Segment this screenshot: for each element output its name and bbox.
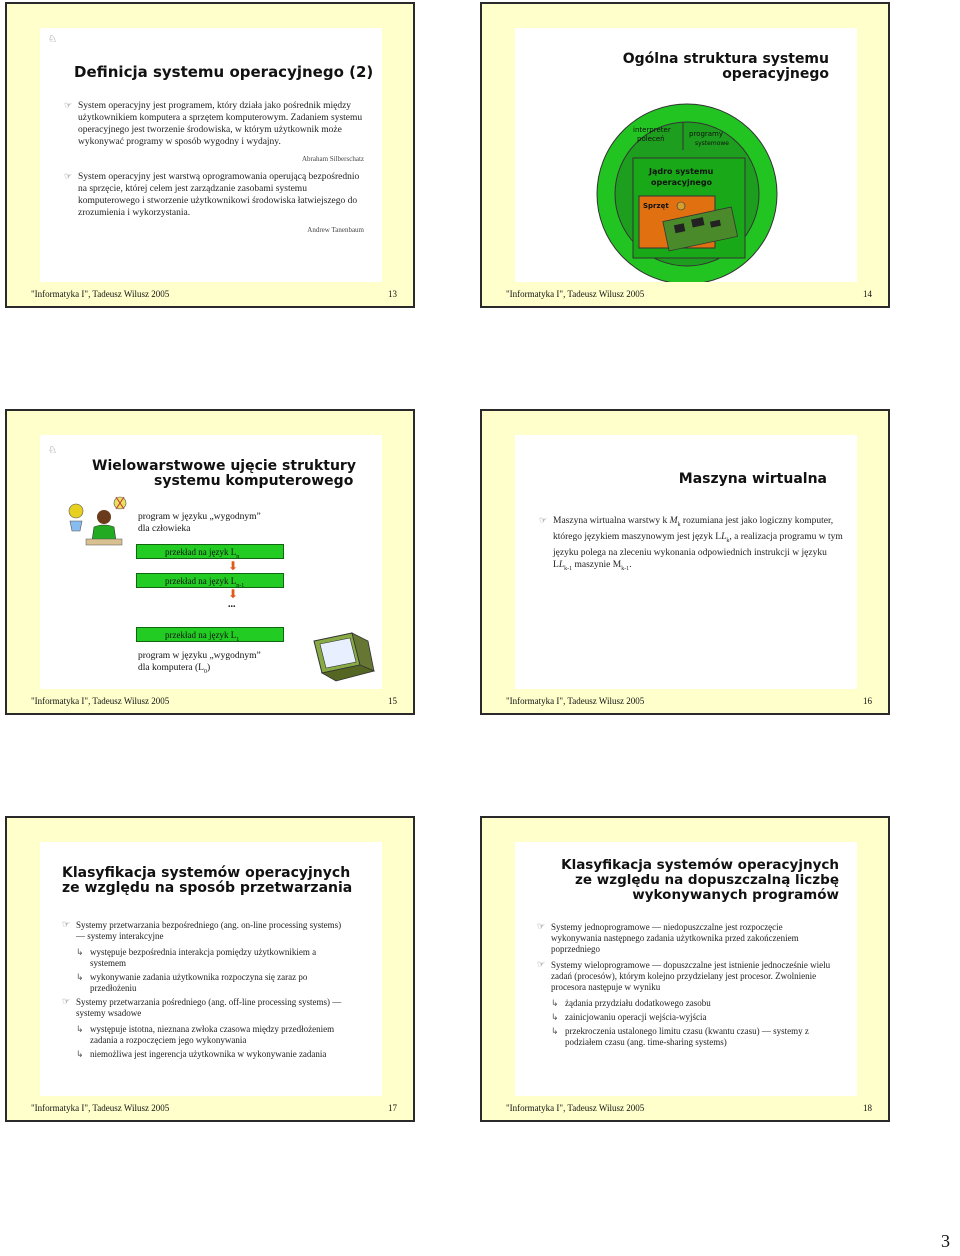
slide-title: Definicja systemu operacyjnego (2) <box>74 63 374 81</box>
hardware-label: Sprzęt <box>643 202 669 210</box>
slide-13 <box>40 28 382 282</box>
slide-card-17 <box>5 816 415 1122</box>
quote-author: Abraham Silberschatz <box>301 155 364 163</box>
page-number: 3 <box>941 1231 950 1251</box>
computer-clipart-icon <box>308 631 378 687</box>
title-line: systemu komputerowego <box>154 473 354 490</box>
bullet: ☞ Systemy jednoprogramowe — niedopuszczalne jest rozpoczęcie wykonywania następnego zadania użytkownika przed zakończeniem poprzedniego <box>537 922 833 955</box>
down-arrow-icon: ⬇ <box>228 559 239 573</box>
slide-card-16 <box>480 409 890 715</box>
footer-text: "Informatyka I", Tadeusz Wilusz 2005 <box>31 289 170 299</box>
person-clipart-icon <box>60 493 136 549</box>
slide-17 <box>40 842 382 1096</box>
slide-number: 16 <box>863 696 872 706</box>
slide-title <box>62 866 352 897</box>
down-arrow-icon: ⬇ <box>228 587 239 601</box>
title-line: Wielowarstwowe ujęcie struktury <box>92 458 356 474</box>
slide-title <box>539 858 839 903</box>
footer-text: "Informatyka I", Tadeusz Wilusz 2005 <box>31 1103 170 1113</box>
programs-label: programy <box>689 130 724 138</box>
sub-bullet: ↳ występuje bezpośrednia interakcja pomiędzy użytkownikiem a systemem <box>76 947 352 969</box>
footer-text: "Informatyka I", Tadeusz Wilusz 2005 <box>506 289 645 299</box>
bullet: ☞ System operacyjny jest programem, który działa jako pośrednik między użytkownikiem komputera a sprzętem komputerowym. Zadaniem systemu operacyjnego jest tworzenie środowiska, w którym użytkownik może wykonywać programy w sposób wygodny i wydajny. <box>64 100 364 148</box>
slide-number: 13 <box>388 289 397 299</box>
slide-number: 17 <box>388 1103 397 1113</box>
slide-title: Maszyna wirtualna <box>678 471 827 487</box>
slide-card-13 <box>5 2 415 308</box>
sub-bullet: ↳ występuje istotna, nieznana zwłoka czasowa między przedłożeniem zadania a rozpoczęciem jego wykonywania <box>76 1024 352 1046</box>
slide-number: 14 <box>863 289 872 299</box>
human-program-text: program w języku „wygodnym” dla człowieka <box>138 512 261 534</box>
title-line: Ogólna struktura systemu <box>622 51 829 67</box>
quote-author: Andrew Tanenbaum <box>307 226 364 234</box>
footer-text: "Informatyka I", Tadeusz Wilusz 2005 <box>31 696 170 706</box>
translation-box-n-1: przekład na język $L_{n-1}$ <box>136 573 284 588</box>
sub-bullet: ↳ niemożliwa jest ingerencja użytkownika w wykonywanie zadania <box>76 1049 352 1060</box>
title-line: Klasyfikacja systemów operacyjnych <box>561 857 839 873</box>
title-line: Klasyfikacja systemów operacyjnych <box>62 865 351 881</box>
slide-logo-icon: ♘ <box>48 34 57 45</box>
programs-label: systemowe <box>695 140 729 147</box>
interpreter-label: poleceń <box>637 135 665 143</box>
bullet: ☞ System operacyjny jest warstwą oprogramowania operującą bezpośrednio na sprzęcie, której celem jest zarządzanie zasobami systemu komputerowego i stworzenie użytkownikowi środowiska łatwiejszego do zrozumienia i wykorzystania. <box>64 171 364 219</box>
ellipsis: ... <box>228 599 236 610</box>
footer-text: "Informatyka I", Tadeusz Wilusz 2005 <box>506 696 645 706</box>
slide-number: 15 <box>388 696 397 706</box>
translation-box-n: przekład na język $L_n$ <box>136 544 284 559</box>
sub-bullet: ↳ żądania przydziału dodatkowego zasobu <box>551 998 833 1009</box>
slide-body <box>64 100 364 242</box>
interpreter-label: interpreter <box>633 126 671 134</box>
kernel-label: operacyjnego <box>651 178 713 187</box>
slide-18 <box>515 842 857 1096</box>
title-line: ze względu na dopuszczalną liczbę <box>575 871 839 888</box>
sub-bullet: ↳ wykonywanie zadania użytkownika rozpoczyna się zaraz po przedłożeniu <box>76 972 352 994</box>
slide-number: 18 <box>863 1103 872 1113</box>
bullet: ☞ Systemy wieloprogramowe — dopuszczalne jest istnienie jednocześnie wielu zadań (procesów), którym kolejno przydzielany jest procesor. Zwolnienie procesora następuje w wyniku <box>537 960 833 993</box>
sub-bullet: ↳ przekroczenia ustalonego limitu czasu (kwantu czasu) — systemy z podziałem czasu (ang. time-sharing systems) <box>551 1026 833 1048</box>
bullet: ☞ Maszyna wirtualna warstwy k $M_k$ rozumiana jest jako logiczny komputer, którego językiem maszynowym jest język $LL_k$, a realizacja programu w tym języku polega na zleceniu wykonania odpowiednich instrukcji w języku $LL_{k-1}$ maszynie $M_{k-1}$. <box>539 515 843 575</box>
bullet: ☞ Systemy przetwarzania bezpośredniego (ang. on-line processing systems) — systemy interakcyjne <box>62 920 352 942</box>
title-line: operacyjnego <box>722 66 829 83</box>
slide-card-14 <box>480 2 890 308</box>
translation-box-1: przekład na język $L_1$ <box>136 627 284 642</box>
kernel-label: Jądro systemu <box>649 167 714 176</box>
slide-body <box>537 922 833 1051</box>
title-line: wykonywanych programów <box>632 886 839 903</box>
title-line: ze względu na sposób przetwarzania <box>62 880 353 897</box>
bullet: ☞ Systemy przetwarzania pośredniego (ang. off-line processing systems) — systemy wsadowe <box>62 997 352 1019</box>
sub-bullet: ↳ zainicjowaniu operacji wejścia-wyjścia <box>551 1012 833 1023</box>
computer-program-text: program w języku „wygodnym” dla komputera $(L_0)$ <box>138 651 261 675</box>
slide-logo-icon: ♘ <box>48 445 57 456</box>
slide-card-18 <box>480 816 890 1122</box>
slide-16 <box>515 435 857 689</box>
footer-text: "Informatyka I", Tadeusz Wilusz 2005 <box>506 1103 645 1113</box>
slide-card-15 <box>5 409 415 715</box>
slide-title <box>92 459 356 490</box>
slide-15 <box>40 435 382 689</box>
structure-diagram <box>515 28 857 282</box>
slide-body <box>62 920 352 1063</box>
slide-14 <box>515 28 857 282</box>
